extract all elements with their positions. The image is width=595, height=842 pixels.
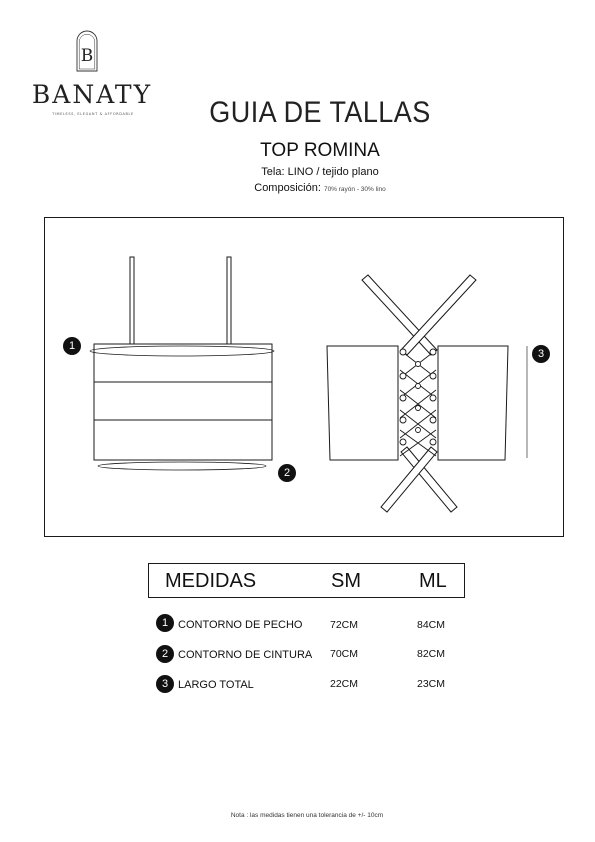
marker-1-chest: 1 bbox=[63, 337, 81, 355]
row-2-sm: 70CM bbox=[330, 648, 359, 660]
tolerance-note: Nota : las medidas tienen una tolerancia de +/- 10cm bbox=[230, 812, 384, 819]
row-1-number: 1 bbox=[156, 614, 174, 632]
row-1-ml: 84CM bbox=[417, 619, 446, 631]
row-3-ml: 23CM bbox=[417, 678, 446, 690]
brand-monogram-letter: B bbox=[80, 46, 94, 66]
fabric-info: Tela: LINO / tejido plano bbox=[261, 166, 379, 178]
row-1-sm: 72CM bbox=[330, 619, 359, 631]
row-2-label: CONTORNO DE CINTURA bbox=[178, 649, 313, 661]
row-3-label: LARGO TOTAL bbox=[178, 679, 254, 691]
composition-value: 70% rayón - 30% lino bbox=[323, 186, 386, 193]
page-title: GUIA DE TALLAS bbox=[209, 96, 431, 129]
row-2-ml: 82CM bbox=[417, 648, 446, 660]
row-2-number: 2 bbox=[156, 645, 174, 663]
composition-label: Composición: bbox=[254, 182, 321, 194]
header-size-sm: SM bbox=[331, 570, 361, 592]
row-1-label: CONTORNO DE PECHO bbox=[178, 619, 303, 631]
marker-2-waist: 2 bbox=[278, 464, 296, 482]
back-lace-up-sketch-icon bbox=[327, 275, 527, 512]
brand-name: BANATY bbox=[31, 80, 153, 109]
row-3-number: 3 bbox=[156, 675, 174, 693]
size-table-header bbox=[148, 563, 465, 598]
header-size-ml: ML bbox=[419, 570, 447, 592]
brand-tagline: TIMELESS, ELEGANT & AFFORDABLE bbox=[52, 112, 134, 116]
row-3-sm: 22CM bbox=[330, 678, 359, 690]
marker-3-length: 3 bbox=[532, 345, 550, 363]
front-top-sketch-icon bbox=[90, 257, 274, 470]
header-measures: MEDIDAS bbox=[165, 570, 257, 592]
product-name: TOP ROMINA bbox=[260, 140, 380, 161]
